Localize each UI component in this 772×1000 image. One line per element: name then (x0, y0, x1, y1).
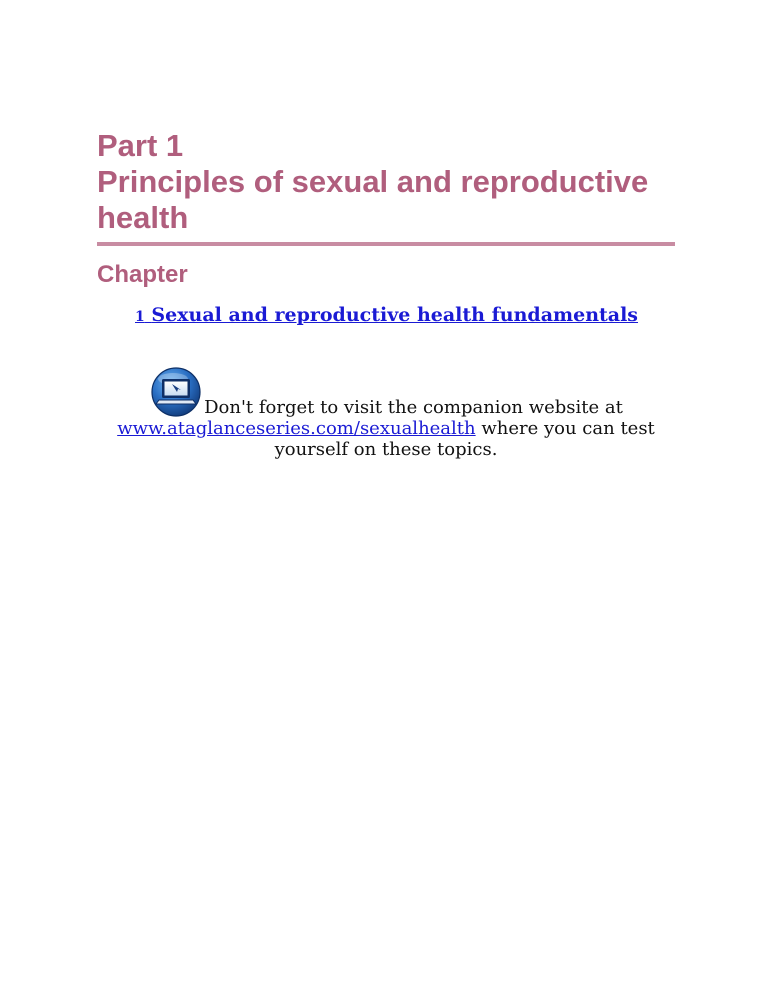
companion-text-before: Don't forget to visit the companion website at (204, 397, 623, 418)
part-title (97, 128, 675, 236)
part-header (97, 128, 675, 246)
chapter-title: Sexual and reproductive health fundamentals (151, 304, 639, 326)
part-name: Principles of sexual and reproductive health (97, 164, 649, 235)
companion-notice (97, 366, 675, 460)
chapter-heading: Chapter (97, 261, 188, 288)
part-divider (97, 242, 675, 246)
chapter-link-1[interactable] (135, 302, 638, 330)
computer-monitor-icon (149, 366, 203, 418)
companion-website-link[interactable]: www.ataglanceseries.com/sexualhealth (117, 418, 476, 439)
part-label: Part 1 (97, 128, 184, 163)
chapter-number: 1 (135, 309, 145, 325)
companion-text-after: where you can test yourself on these topics. (274, 418, 655, 460)
